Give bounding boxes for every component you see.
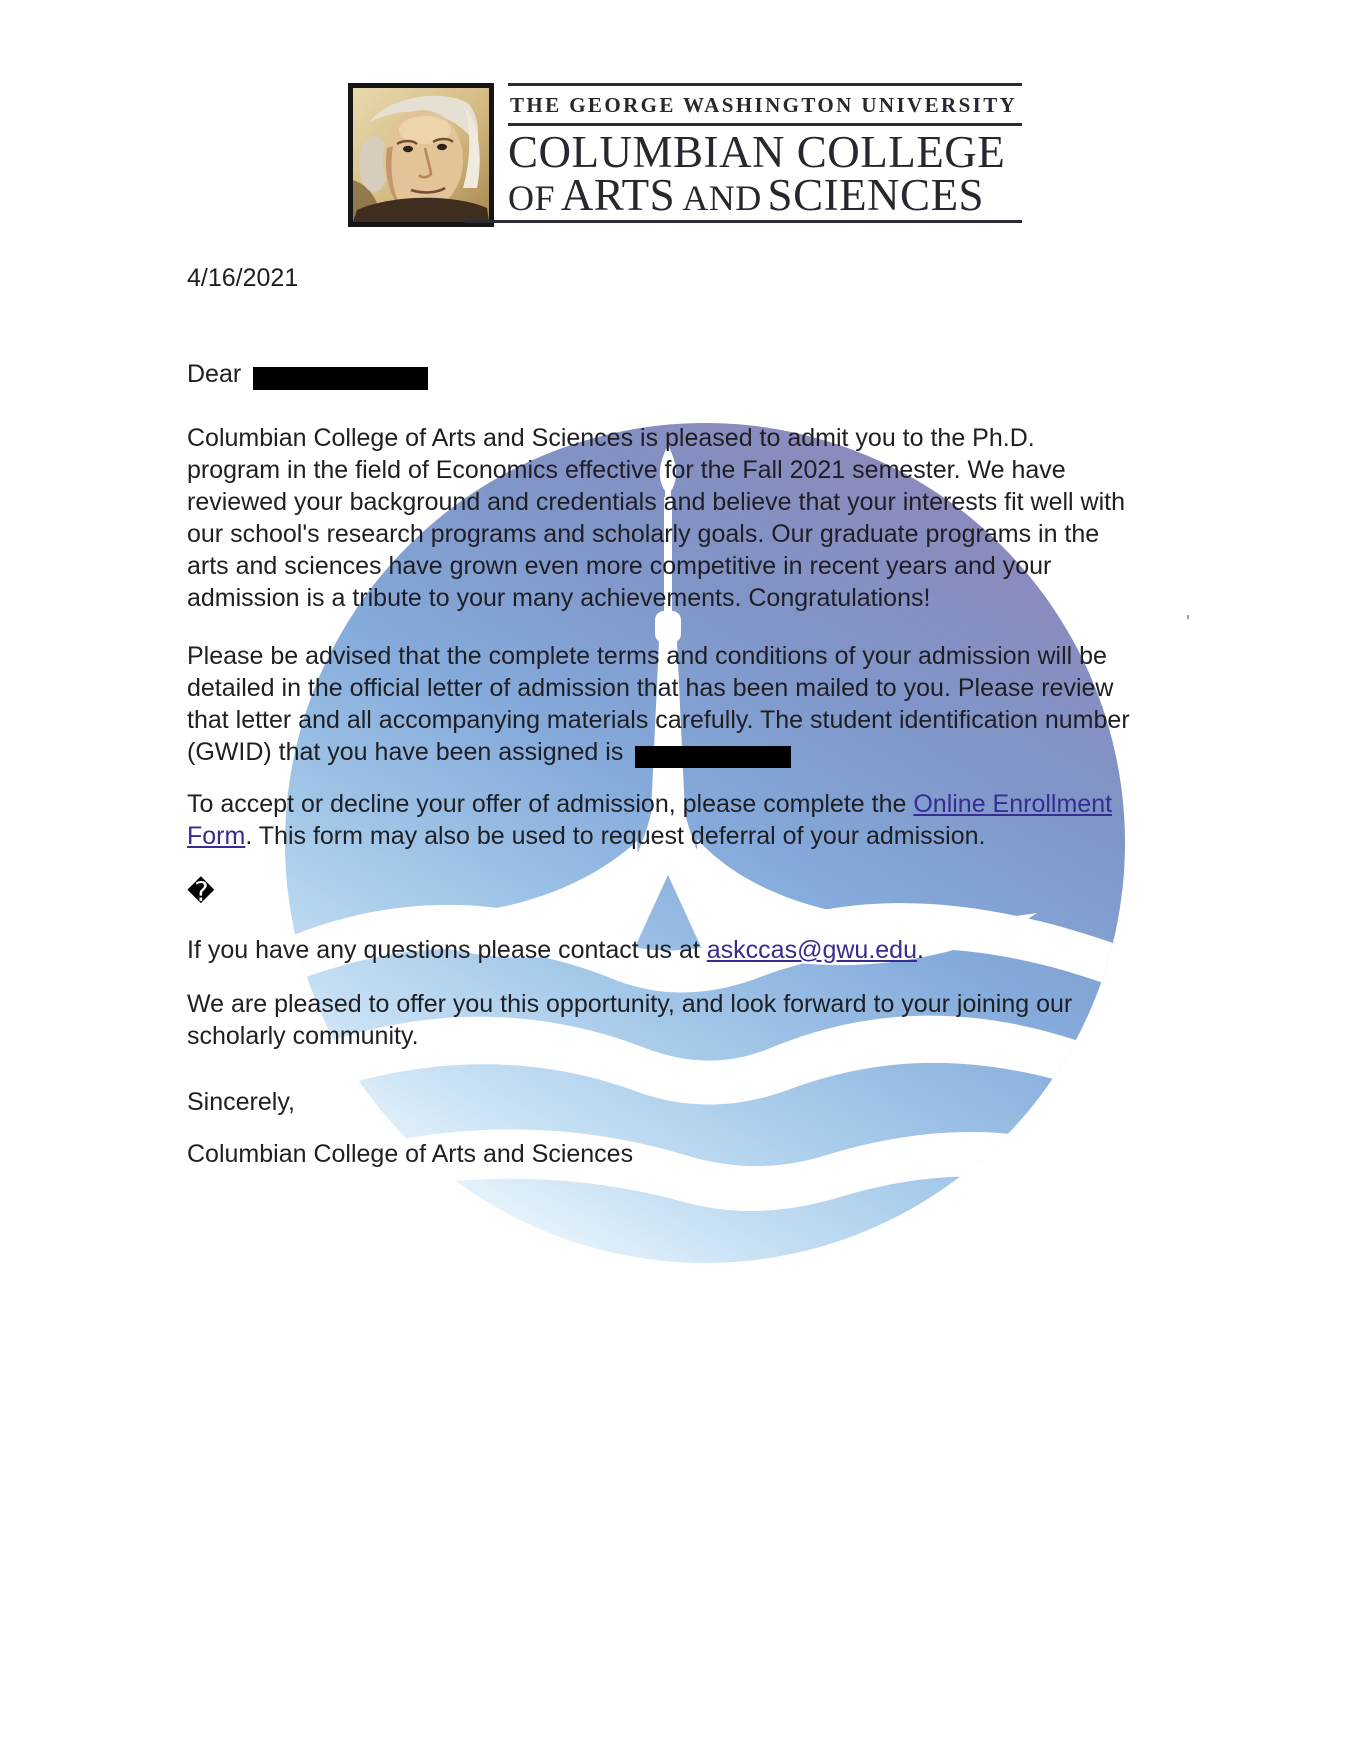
letter-line xyxy=(187,1138,1177,1170)
letter-text: reviewed your background and credentials and believe that your interests fit well with xyxy=(187,488,1126,516)
letter-text: To accept or decline your offer of admission, please complete the xyxy=(187,790,914,818)
letter-line xyxy=(187,788,1177,820)
college-name-line2 xyxy=(508,170,1022,220)
letter-text: We are pleased to offer you this opportunity, and look forward to your joining our xyxy=(187,990,1073,1018)
letter-date: 4/16/2021 xyxy=(187,264,299,292)
redaction-bar xyxy=(635,746,791,768)
letter-text: our school's research programs and scholarly goals. Our graduate programs in the xyxy=(187,520,1100,548)
george-washington-portrait xyxy=(348,83,494,227)
college-name-line1: COLUMBIAN COLLEGE xyxy=(508,127,1006,177)
letter-line xyxy=(187,820,1177,852)
paragraph-p3 xyxy=(187,788,1177,852)
letter-text: . xyxy=(917,936,924,964)
letter-line xyxy=(187,877,1177,909)
letter-text: (GWID) that you have been assigned is xyxy=(187,738,631,766)
letter-line xyxy=(187,422,1177,454)
college-word-of: OF xyxy=(508,178,556,218)
letter-line xyxy=(187,704,1177,736)
letter-text: Columbian College of Arts and Sciences xyxy=(187,1140,634,1168)
college-word-and: AND xyxy=(682,178,762,218)
letter-line xyxy=(187,358,1177,390)
wordmark-rule-middle xyxy=(508,123,1022,126)
paragraph-signature xyxy=(187,1138,1177,1170)
letter-text: Columbian College of Arts and Sciences is pleased to admit you to the Ph.D. xyxy=(187,424,1035,452)
college-word-sciences: SCIENCES xyxy=(767,170,985,220)
letter-text: detailed in the official letter of admission that has been mailed to you. Please review xyxy=(187,674,1114,702)
paragraph-p1 xyxy=(187,422,1177,614)
letter-text: Sincerely, xyxy=(187,1088,295,1116)
letter-line xyxy=(187,1086,1177,1118)
letter-text: arts and sciences have grown even more competitive in recent years and your xyxy=(187,552,1052,580)
letter-text: scholarly community. xyxy=(187,1022,419,1050)
letter-line xyxy=(187,582,1177,614)
college-word-arts: ARTS xyxy=(560,170,676,220)
letter-line xyxy=(187,736,1177,768)
online-enrollment-form-link[interactable]: Online Enrollment xyxy=(913,790,1113,818)
letter-line xyxy=(187,550,1177,582)
replacement-character: � xyxy=(187,877,215,908)
stray-mark: ' xyxy=(1186,612,1190,634)
paragraph-sincerely xyxy=(187,1086,1177,1118)
university-wordmark xyxy=(508,83,1022,219)
paragraph-p2 xyxy=(187,640,1177,768)
letter-line xyxy=(187,454,1177,486)
letter-text: admission is a tribute to your many achievements. Congratulations! xyxy=(187,584,931,612)
letter-text: that letter and all accompanying materials carefully. The student identification number xyxy=(187,706,1130,734)
letter-text: Dear xyxy=(187,360,249,388)
letter-text: . This form may also be used to request deferral of your admission. xyxy=(245,822,986,850)
letter-line xyxy=(187,640,1177,672)
university-name: THE GEORGE WASHINGTON UNIVERSITY xyxy=(510,93,1018,117)
email-link[interactable]: askccas@gwu.edu xyxy=(706,936,917,964)
letter-line xyxy=(187,486,1177,518)
letter-line xyxy=(187,518,1177,550)
letter-line xyxy=(187,1020,1177,1052)
letter-line xyxy=(187,672,1177,704)
wordmark-rule-bottom xyxy=(465,220,1022,223)
letter-text: Please be advised that the complete terms and conditions of your admission will be xyxy=(187,642,1107,670)
redaction-bar xyxy=(253,367,428,390)
paragraph-p5 xyxy=(187,934,1177,966)
letter-body xyxy=(187,358,1177,1170)
online-enrollment-form-link[interactable]: Form xyxy=(187,822,246,850)
paragraph-p6 xyxy=(187,988,1177,1052)
paragraph-glyph xyxy=(187,877,1177,909)
letter-line xyxy=(187,988,1177,1020)
letter-text: program in the field of Economics effective for the Fall 2021 semester. We have xyxy=(187,456,1066,484)
paragraph-salutation xyxy=(187,358,1177,390)
letter-text: If you have any questions please contact us at xyxy=(187,936,707,964)
letter-line xyxy=(187,934,1177,966)
